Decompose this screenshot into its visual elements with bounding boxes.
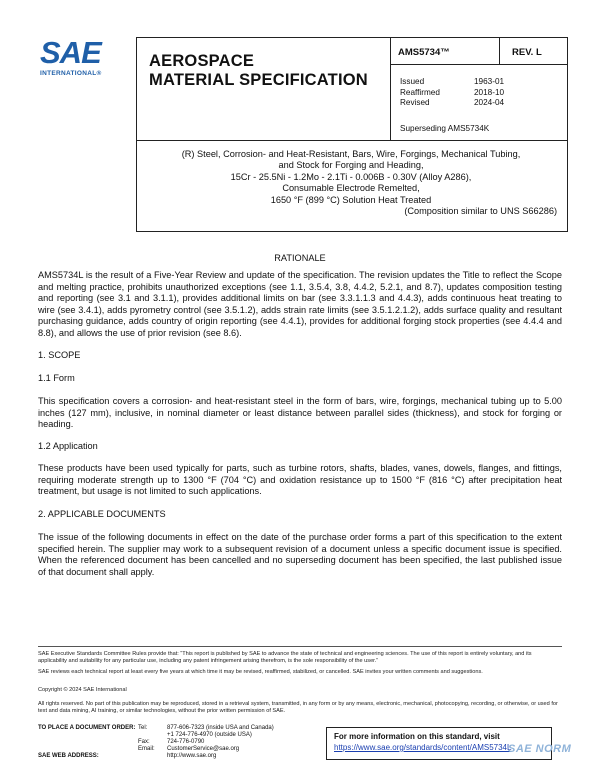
sae-logo [40, 35, 112, 88]
date-label: Issued [400, 77, 425, 86]
section-1-2-text: These products have been used typically for parts, such as turbine rotors, shafts, blades, vanes, dowels, flanges, and fittings, requiring moderate strength up to 1300 °F (704 °C) and oxidation resistance up to 1500 °F (816 °C) after precipitation heat treatment, but usage is not limited to such applications. [38, 463, 562, 497]
tel-label: Tel: [138, 725, 148, 731]
section-1-heading: 1. SCOPE [38, 350, 81, 360]
date-row [400, 88, 550, 99]
logo-subtitle: INTERNATIONAL® [40, 70, 102, 77]
web-label: SAE WEB ADDRESS: [38, 753, 99, 760]
header-title-cell [137, 38, 391, 140]
subtitle-line: (R) Steel, Corrosion- and Heat-Resistant, Bars, Wire, Forgings, Mechanical Tubing, [181, 149, 521, 159]
footer-rules-text: SAE Executive Standards Committee Rules provide that: “This report is published by SAE to advance the state of technical and engineering sciences. The use of this report is entirely voluntary, and its applicability and suitability for any particular use, including any patent infringement arising therefrom, is the sole responsibility of the user.” [38, 651, 532, 664]
watermark: SAE NORM [508, 743, 572, 755]
web-address[interactable]: http://www.sae.org [167, 753, 217, 760]
footer-review-text: SAE reviews each technical report at least every five years at which time it may be revised, reaffirmed, stabilized, or cancelled. SAE invites your written comments and suggestions. [38, 669, 483, 675]
fax-label: Fax: [138, 739, 150, 746]
subtitle-line: 1650 °F (899 °C) Solution Heat Treated [270, 194, 432, 205]
revision: REV. L [512, 47, 542, 58]
title-line-1: AEROSPACE [149, 52, 255, 70]
subtitle-line: Consumable Electrode Remelted, [282, 183, 420, 194]
rationale-text: AMS5734L is the result of a Five-Year Review and update of the specification. The revision updates the Title to reflect the Scope and melting practice, prohibits unauthorized exceptions (see 1.1, 3.5.4, 3.8, 4.4.2, 5.2.1, and 8.7), updates composition testing and reporting (see 3.1 and 3.1.1), provides additional limits on bar (see 3.3.1.1.3 and 4.4.3), adds continuous heat treating to wire (see 3.4.1), adds pyrometry control (see 3.5.1.2), adds strain rate limits (see 3.5.1.2.1.2), adds surface quality and resultant purchasing guidance, adds country of origin reporting (see 4.4.1), provides for additional forging stock properties (see 4.4.4 and 8.8), and allows the use of prior revision (see 8.6). [38, 270, 562, 338]
section-1-2-heading: 1.2 Application [38, 441, 98, 451]
fax-number: 724-776-0790 [167, 739, 205, 746]
date-value: 2024-04 [474, 98, 505, 107]
header-box [136, 37, 568, 141]
date-row [400, 77, 550, 88]
email-address[interactable]: CustomerService@sae.org [167, 746, 240, 753]
section-2-text: The issue of the following documents in effect on the date of the purchase order forms a part of this specification to the extent specified herein. The supplier may work to a subsequent revision of a document unless a specific document issue is specified. When the referenced document has been cancelled and no superseding document has been specified, the last published issue of that document shall apply. [38, 532, 562, 577]
subtitle-line: and Stock for Forging and Heading, [278, 160, 424, 171]
doc-number-cell [391, 38, 500, 65]
rationale-heading: RATIONALE [274, 253, 326, 263]
date-value: 1963-01 [474, 77, 505, 86]
logo-brand: SAE [40, 35, 101, 70]
email-label: Email: [138, 746, 155, 753]
section-1-1-text: This specification covers a corrosion- and heat-resistant steel in the form of bars, wire, forgings, mechanical tubing up to 5.00 inches (127 mm), inclusive, in nominal diameter or least distance between parallel sides (thickness), and stock for forging or heading. [38, 396, 562, 430]
date-value: 2018-10 [474, 87, 505, 97]
order-label: TO PLACE A DOCUMENT ORDER: [38, 725, 136, 731]
revision-cell [500, 38, 567, 65]
specification-subtitle [141, 149, 561, 217]
date-label: Revised [400, 98, 430, 107]
title-line-2: MATERIAL SPECIFICATION [149, 71, 368, 89]
superseding-note: Superseding AMS5734K [400, 124, 490, 133]
doc-number: AMS5734™ [398, 47, 450, 58]
date-list [400, 77, 550, 109]
date-label: Reaffirmed [400, 87, 440, 97]
section-1-1-heading: 1.1 Form [38, 373, 75, 383]
subtitle-line: (Composition similar to UNS S66286) [404, 206, 557, 217]
footer-rights-text: All rights reserved. No part of this publication may be reproduced, stored in a retrieval system, transmitted, in any form or by any means, electronic, mechanical, photocopying, recording, or otherwise, or used for text and data mining, AI training, or similar technologies, without the prior written permission of SAE. [38, 701, 558, 714]
order-contact-block [38, 725, 328, 760]
footer-copyright: Copyright © 2024 SAE International [38, 687, 127, 693]
document-type-title [149, 52, 368, 90]
subtitle-box [136, 139, 568, 232]
subtitle-line: 15Cr - 25.5Ni - 1.2Mo - 2.1Ti - 0.006B - 0.30V (Alloy A286), [230, 171, 472, 182]
standard-link[interactable]: https://www.sae.org/standards/content/AMS5734L [334, 743, 512, 752]
tel-2: +1 724-776-4970 (outside USA) [167, 732, 252, 739]
footer-divider [38, 646, 562, 647]
tel-1: 877-606-7323 (inside USA and Canada) [167, 725, 274, 731]
date-row [400, 98, 550, 109]
section-2-heading: 2. APPLICABLE DOCUMENTS [38, 509, 166, 519]
more-info-text: For more information on this standard, visit [334, 732, 500, 741]
